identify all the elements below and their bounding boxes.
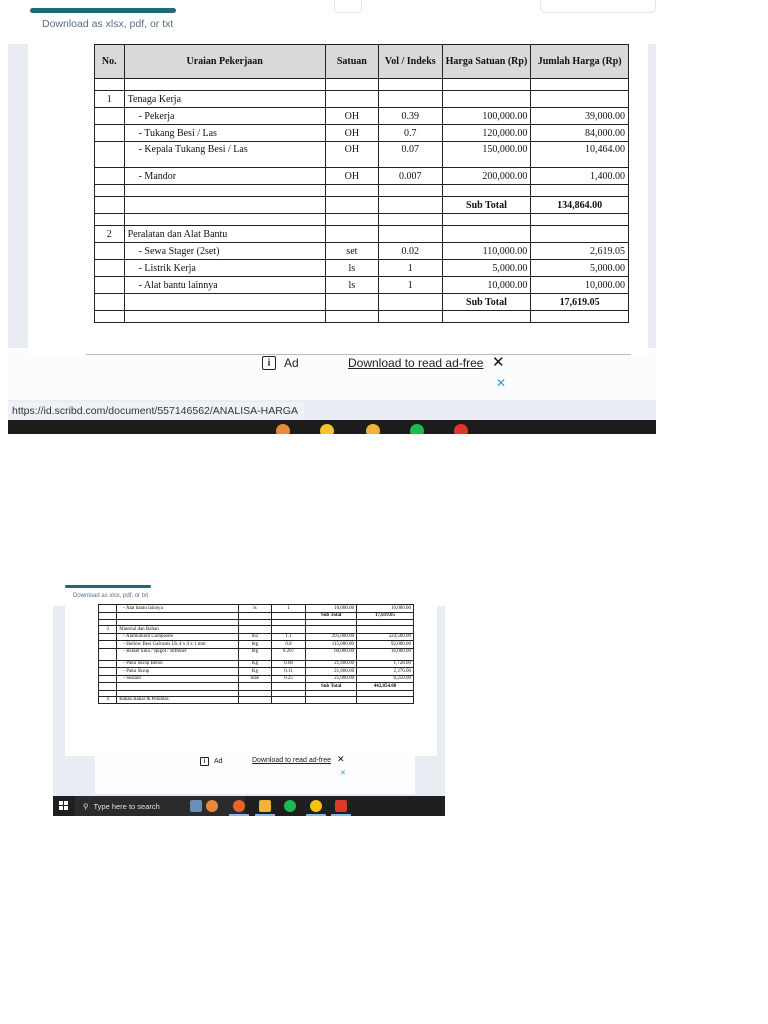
item-unit-price: 25,000.00 <box>306 675 357 683</box>
cost-analysis-table <box>98 604 414 704</box>
subtotal-value: 17,619.05 <box>531 294 629 311</box>
item-total: 10,000.00 <box>357 605 414 613</box>
item-description: - Sewa Stager (2set) <box>124 243 325 260</box>
table-row <box>99 648 414 660</box>
item-description: - Listrik Kerja <box>124 260 325 277</box>
subtotal-value: 134,864.00 <box>531 197 629 214</box>
group-title: Bahan Bakar & Pelumas <box>117 696 239 704</box>
active-app-indicator <box>255 814 275 816</box>
item-total: 2,619.05 <box>531 243 629 260</box>
group-title: Material dan Bahan <box>117 626 239 634</box>
download-ad-free-link[interactable]: Download to read ad-free <box>252 757 331 764</box>
ad-banner <box>8 348 656 400</box>
table-row <box>95 277 629 294</box>
header-unit: Satuan <box>325 45 378 79</box>
spacer-row <box>95 214 629 226</box>
item-unit-price: 100,000.00 <box>442 108 531 125</box>
ad-label: Ad <box>214 758 223 765</box>
item-unit-price: 115,000.00 <box>306 641 357 649</box>
item-unit: set <box>325 243 378 260</box>
item-unit: btg <box>239 648 272 660</box>
ad-banner <box>95 752 415 794</box>
group-row <box>95 91 629 108</box>
subtotal-row <box>99 612 414 620</box>
chrome-icon[interactable] <box>310 800 322 812</box>
item-unit-price: 295,000.00 <box>306 633 357 641</box>
header-unit-price: Harga Satuan (Rp) <box>442 45 531 79</box>
subtotal-label: Sub Total <box>306 612 357 620</box>
group-row <box>99 696 414 704</box>
table-row <box>95 125 629 142</box>
table-row <box>99 633 414 641</box>
item-description: - Alat bantu lainnya <box>124 277 325 294</box>
item-unit-price: 120,000.00 <box>442 125 531 142</box>
item-total: 16,000.00 <box>357 648 414 660</box>
ad-dismiss-icon[interactable]: ✕ <box>496 376 507 390</box>
acrobat-icon[interactable] <box>335 800 347 812</box>
app-icon[interactable] <box>206 800 218 812</box>
item-description: - Braket Siku / spigot / stiffener <box>117 648 239 660</box>
windows-start-icon[interactable] <box>59 801 69 811</box>
item-volume: 1 <box>378 260 442 277</box>
item-unit: OH <box>325 108 378 125</box>
item-unit-price: 10,000.00 <box>306 605 357 613</box>
spacer-row <box>95 311 629 323</box>
search-placeholder: Type here to search <box>93 801 160 811</box>
group-title: Peralatan dan Alat Bantu <box>124 226 325 243</box>
taskbar <box>8 420 656 434</box>
subtotal-value: 17,619.05 <box>357 612 414 620</box>
subtotal-row <box>95 294 629 311</box>
group-row <box>99 626 414 634</box>
ad-label: Ad <box>284 356 299 370</box>
item-volume: 0.08 <box>271 660 306 668</box>
item-unit: ls <box>325 260 378 277</box>
item-volume: 0.8 <box>271 641 306 649</box>
item-total: 1,728.00 <box>357 660 414 668</box>
item-description: - Mandor <box>124 168 325 185</box>
toolbar-search-box[interactable] <box>540 0 656 13</box>
group-number: 4 <box>99 696 117 704</box>
item-unit: OH <box>325 125 378 142</box>
item-volume: 0.7 <box>378 125 442 142</box>
table-row <box>99 668 414 676</box>
header-total-price: Jumlah Harga (Rp) <box>531 45 629 79</box>
item-volume: 0.02 <box>378 243 442 260</box>
accent-bar <box>65 585 151 588</box>
info-icon[interactable]: i <box>200 757 209 766</box>
spacer-row <box>95 185 629 197</box>
item-volume: 0.007 <box>378 168 442 185</box>
ad-info[interactable] <box>200 757 223 766</box>
item-total: 5,000.00 <box>531 260 629 277</box>
table-row <box>99 660 414 668</box>
download-link[interactable]: Download as xlsx, pdf, or txt <box>42 18 174 30</box>
item-unit: OH <box>325 168 378 185</box>
table-row <box>99 675 414 683</box>
header-description: Uraian Pekerjaan <box>124 45 325 79</box>
screenshot-bottom <box>53 582 445 816</box>
item-total: 84,000.00 <box>531 125 629 142</box>
download-ad-free-link[interactable]: Download to read ad-free <box>348 356 484 370</box>
item-unit: tube <box>239 675 272 683</box>
item-unit: Kg <box>239 660 272 668</box>
link-preview-url: https://id.scribd.com/document/557146562/ANALISA-HARGA <box>8 402 304 420</box>
ad-dismiss-icon[interactable]: ✕ <box>340 769 346 777</box>
spotify-icon[interactable] <box>284 800 296 812</box>
item-volume: 0.11 <box>271 668 306 676</box>
table-row <box>95 168 629 185</box>
app-icon[interactable] <box>454 424 468 434</box>
group-number: 2 <box>95 226 125 243</box>
app-icon[interactable] <box>276 424 290 434</box>
table-row <box>99 641 414 649</box>
item-total: 2,376.00 <box>357 668 414 676</box>
firefox-icon[interactable] <box>233 800 245 812</box>
item-description: - Pekerja <box>124 108 325 125</box>
subtotal-label: Sub Total <box>442 197 531 214</box>
item-description: - Tukang Besi / Las <box>124 125 325 142</box>
item-description: - Sealant <box>117 675 239 683</box>
item-total: 1,400.00 <box>531 168 629 185</box>
item-volume: 0.07 <box>378 142 442 168</box>
spotify-icon[interactable] <box>410 424 424 434</box>
viewer-toolbar <box>8 0 656 44</box>
table-header-row <box>95 45 629 79</box>
subtotal-row <box>99 683 414 691</box>
item-unit: m2 <box>239 633 272 641</box>
header-no: No. <box>95 45 125 79</box>
subtotal-value: 442,854.00 <box>357 683 414 691</box>
info-icon[interactable]: i <box>262 356 276 370</box>
table-row <box>95 142 629 168</box>
toolbar-control[interactable] <box>334 0 362 13</box>
group-title: Tenaga Kerja <box>124 91 325 108</box>
item-unit-price: 110,000.00 <box>442 243 531 260</box>
item-unit-price: 150,000.00 <box>442 142 531 168</box>
group-row <box>95 226 629 243</box>
item-total: 6,250.00 <box>357 675 414 683</box>
table-row <box>99 605 414 613</box>
subtotal-label: Sub Total <box>442 294 531 311</box>
item-volume: 1 <box>271 605 306 613</box>
viewer-toolbar <box>53 582 445 606</box>
search-icon: ⚲ <box>83 801 89 811</box>
accent-bar <box>30 8 176 13</box>
spacer-row <box>95 79 629 91</box>
item-unit-price: 21,600.00 <box>306 660 357 668</box>
ad-info[interactable] <box>262 356 299 370</box>
item-volume: 1.1 <box>271 633 306 641</box>
item-total: 10,000.00 <box>531 277 629 294</box>
folder-icon[interactable] <box>366 424 380 434</box>
item-unit-price: 200,000.00 <box>442 168 531 185</box>
item-description: - Paku Skrup <box>117 668 239 676</box>
group-number: 1 <box>95 91 125 108</box>
item-description: - Kepala Tukang Besi / Las <box>124 142 325 168</box>
item-unit-price: 60,000.00 <box>306 648 357 660</box>
item-description: - Alumunium Composite <box>117 633 239 641</box>
item-unit-price: 5,000.00 <box>442 260 531 277</box>
folder-icon[interactable] <box>259 800 271 812</box>
item-volume: 0.267 <box>271 648 306 660</box>
item-description: - Hollow Besi Galvanis Uk 4 x 4 x 1 mm <box>117 641 239 649</box>
item-unit: ls <box>239 605 272 613</box>
item-description: - Alat bantu lainnya <box>117 605 239 613</box>
item-total: 92,000.00 <box>357 641 414 649</box>
group-number: 3 <box>99 626 117 634</box>
taskbar <box>53 796 445 816</box>
subtotal-label: Sub Total <box>306 683 357 691</box>
item-unit: btg <box>239 641 272 649</box>
item-unit: OH <box>325 142 378 168</box>
screenshot-top <box>8 0 656 434</box>
table-row <box>95 108 629 125</box>
close-icon[interactable]: ✕ <box>492 353 505 371</box>
taskbar-search-input[interactable] <box>75 796 245 816</box>
header-volume: Vol / Indeks <box>378 45 442 79</box>
active-app-indicator <box>331 814 351 816</box>
news-icon[interactable] <box>190 800 202 812</box>
item-total: 10,464.00 <box>531 142 629 168</box>
item-volume: 1 <box>378 277 442 294</box>
item-description: - Paku Skrup Beton <box>117 660 239 668</box>
table-row <box>95 260 629 277</box>
item-total: 324,500.00 <box>357 633 414 641</box>
close-icon[interactable]: ✕ <box>337 755 345 765</box>
active-app-indicator <box>229 814 249 816</box>
item-volume: 0.25 <box>271 675 306 683</box>
subtotal-row <box>95 197 629 214</box>
app-icon[interactable] <box>320 424 334 434</box>
item-unit-price: 10,000.00 <box>442 277 531 294</box>
item-total: 39,000.00 <box>531 108 629 125</box>
table-row <box>95 243 629 260</box>
active-app-indicator <box>306 814 326 816</box>
item-unit-price: 21,600.00 <box>306 668 357 676</box>
item-unit: ls <box>325 277 378 294</box>
item-volume: 0.39 <box>378 108 442 125</box>
download-link[interactable]: Download as xlsx, pdf, or txt <box>73 593 149 599</box>
item-unit: Kg <box>239 668 272 676</box>
cost-analysis-table <box>94 44 629 323</box>
